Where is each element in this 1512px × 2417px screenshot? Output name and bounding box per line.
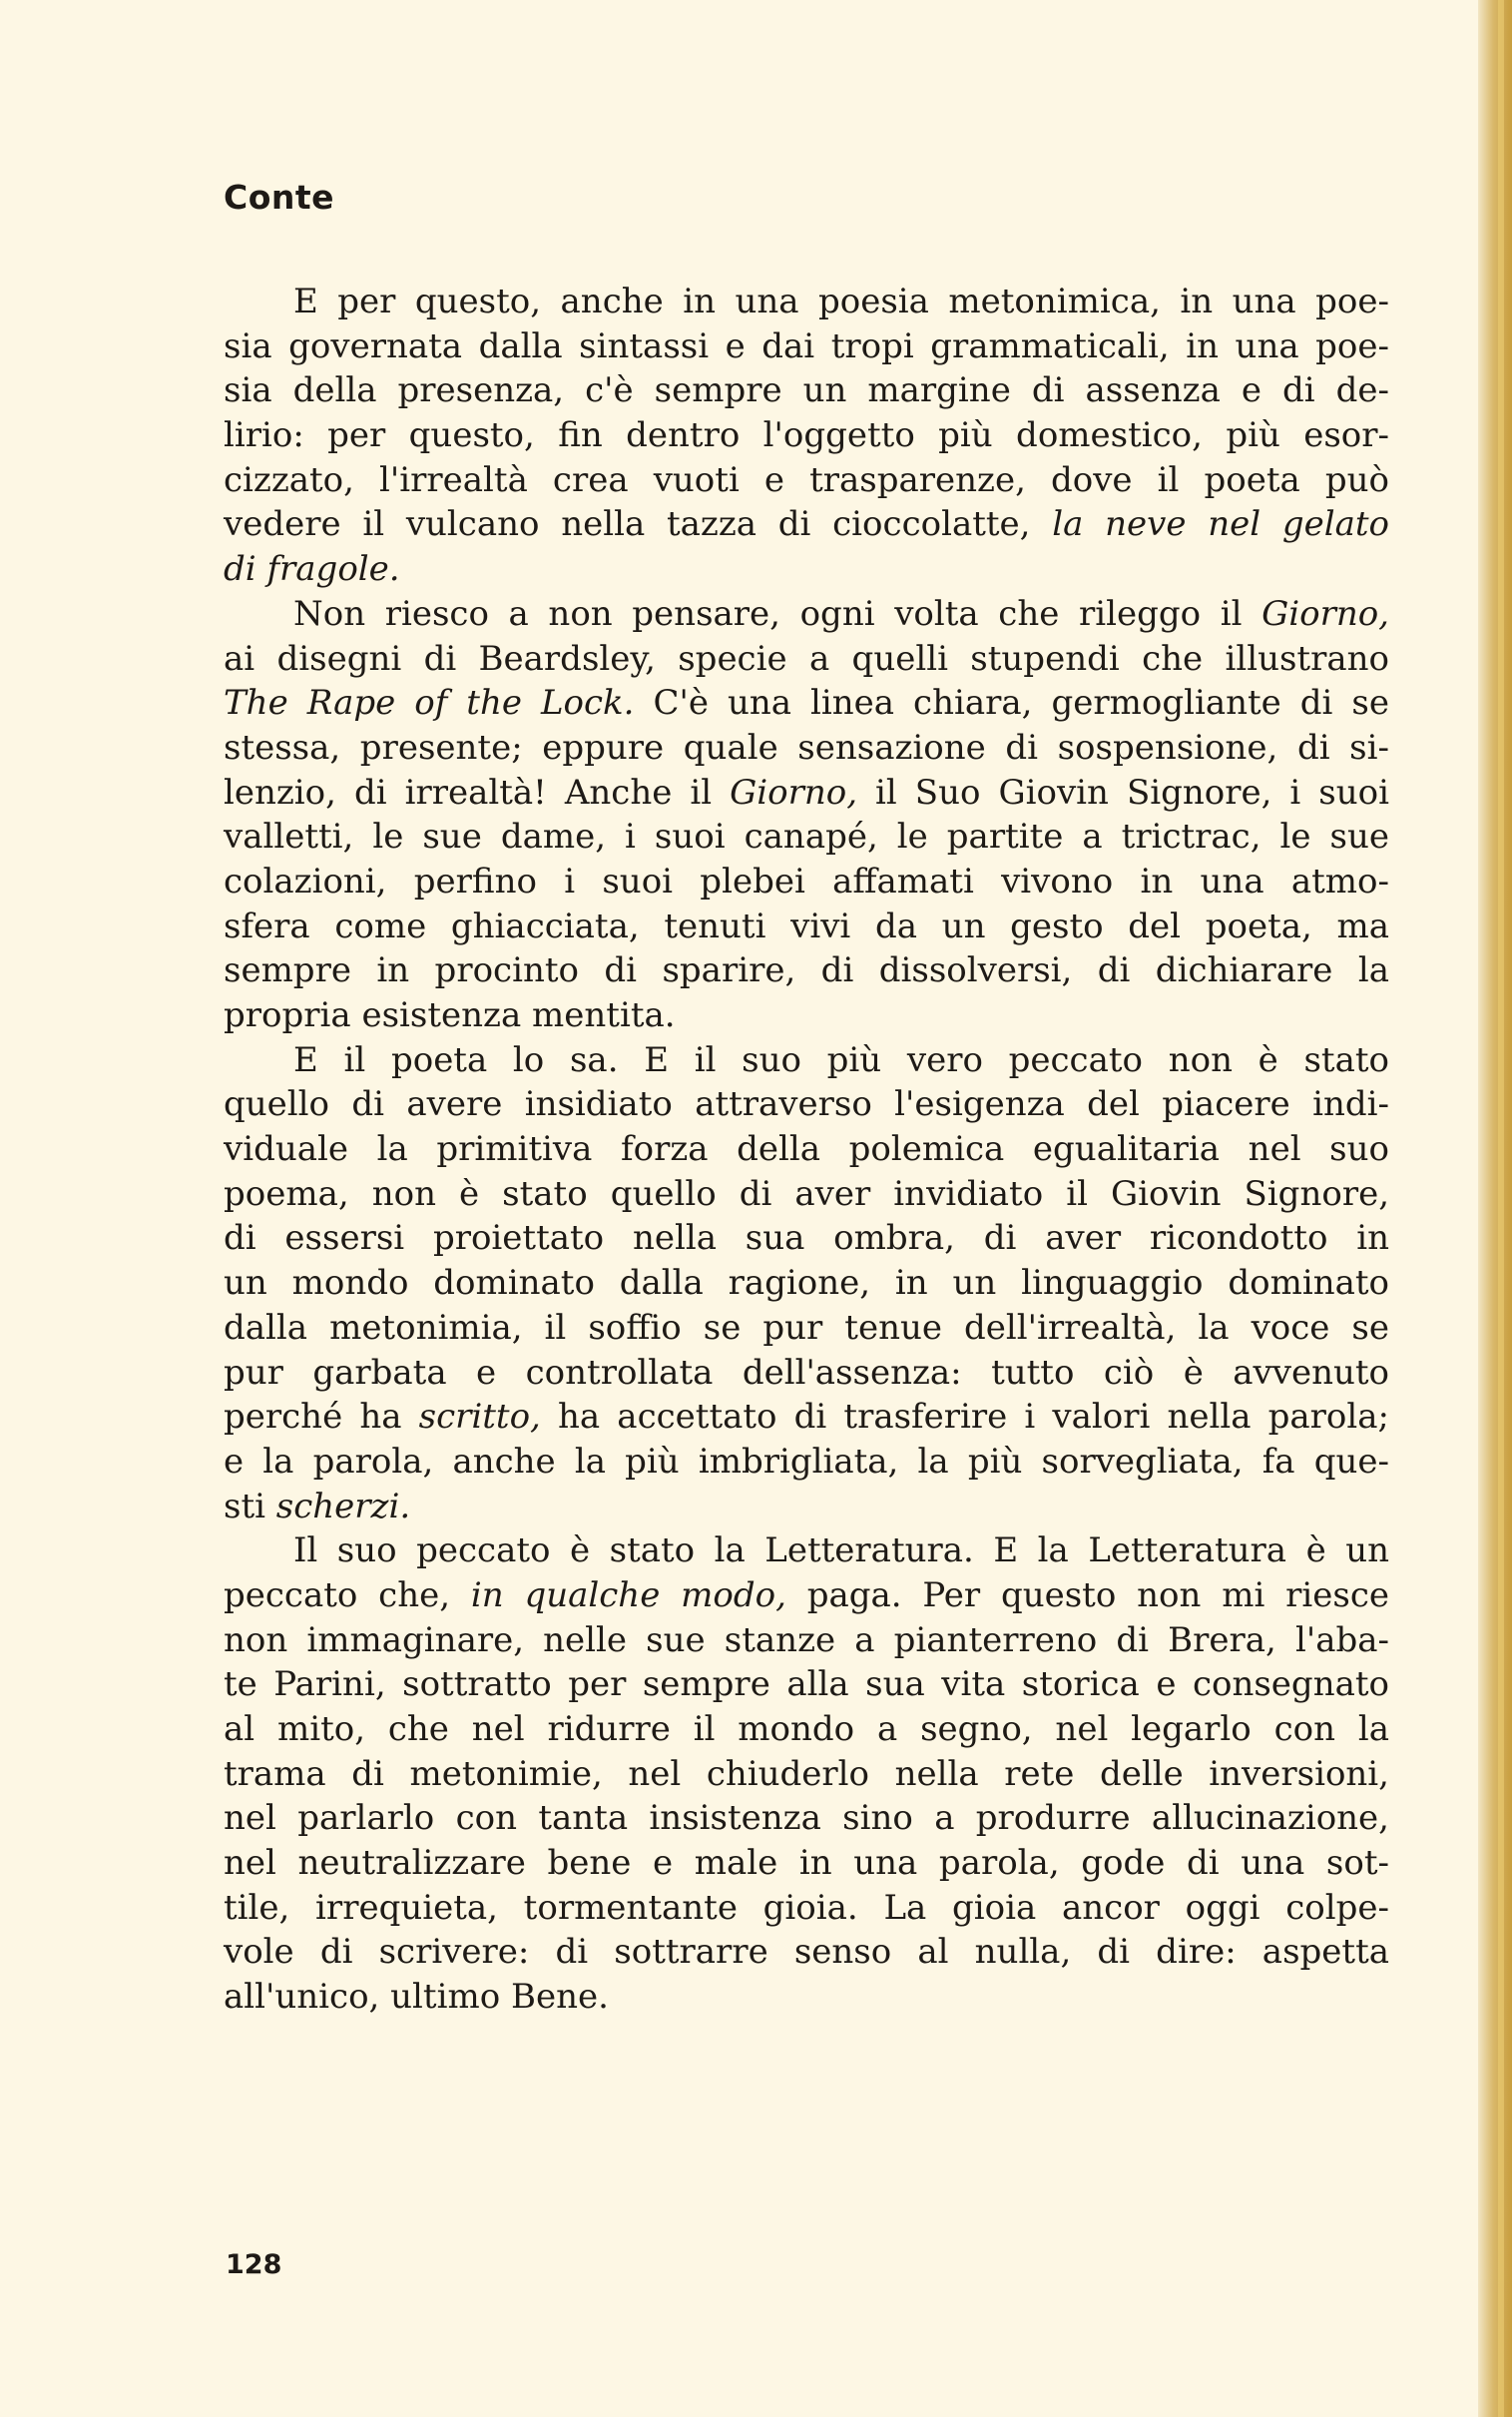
page-edge bbox=[1478, 0, 1512, 2417]
text-line: valletti, le sue dame, i suoi canapé, le partite a trictrac, le sue bbox=[224, 817, 1389, 858]
text-line: viduale la primitiva forza della polemica egualitaria nel suo bbox=[224, 1129, 1389, 1170]
text-line: di essersi proiettato nella sua ombra, di aver ricondotto in bbox=[224, 1218, 1389, 1259]
text-line: te Parini, sottratto per sempre alla sua vita storica e consegnato bbox=[224, 1664, 1389, 1705]
text-line: Il suo peccato è stato la Letteratura. E la Letteratura è un bbox=[293, 1530, 1389, 1571]
text-line: e la parola, anche la più imbrigliata, la più sorvegliata, fa que- bbox=[224, 1441, 1389, 1482]
text-line: pur garbata e controllata dell'assenza: tutto ciò è avvenuto bbox=[224, 1352, 1389, 1393]
text-line: poema, non è stato quello di aver invidiato il Giovin Signore, bbox=[224, 1173, 1389, 1214]
text-line: E il poeta lo sa. E il suo più vero peccato non è stato bbox=[293, 1039, 1389, 1080]
text-line: colazioni, perfino i suoi plebei affamati vivono in una atmo- bbox=[224, 861, 1389, 902]
text-line: un mondo dominato dalla ragione, in un linguaggio dominato bbox=[224, 1263, 1389, 1304]
text-line: sti scherzi. bbox=[224, 1486, 411, 1526]
text-line: al mito, che nel ridurre il mondo a segno, nel legarlo con la bbox=[224, 1709, 1389, 1749]
text-line: non immaginare, nelle sue stanze a pianterreno di Brera, l'aba- bbox=[224, 1619, 1389, 1660]
text-line: ai disegni di Beardsley, specie a quelli stupendi che illustrano bbox=[224, 638, 1389, 679]
text-line: tile, irrequieta, tormentante gioia. La gioia ancor oggi colpe- bbox=[224, 1887, 1389, 1928]
text-line: all'unico, ultimo Bene. bbox=[224, 1977, 609, 2018]
text-line: di fragole. bbox=[224, 549, 400, 590]
text-line: vedere il vulcano nella tazza di cioccolatte, la neve nel gelato bbox=[224, 504, 1389, 545]
text-line: lenzio, di irrealtà! Anche il Giorno, il Suo Giovin Signore, i suoi bbox=[224, 772, 1389, 813]
body-text bbox=[224, 280, 1389, 2020]
text-line: vole di scrivere: di sottrarre senso al nulla, di dire: aspetta bbox=[224, 1932, 1389, 1973]
text-line: dalla metonimia, il soffio se pur tenue dell'irrealtà, la voce se bbox=[224, 1307, 1389, 1348]
text-line: perché ha scritto, ha accettato di trasferire i valori nella parola; bbox=[224, 1397, 1390, 1438]
text-line: sfera come ghiacciata, tenuti vivi da un gesto del poeta, ma bbox=[224, 906, 1389, 946]
text-line: propria esistenza mentita. bbox=[224, 995, 676, 1035]
text-line: E per questo, anche in una poesia metonimica, in una poe- bbox=[293, 282, 1389, 321]
text-line: sia governata dalla sintassi e dai tropi grammaticali, in una poe- bbox=[224, 325, 1389, 366]
text-line: Non riesco a non pensare, ogni volta che rileggo il Giorno, bbox=[293, 593, 1389, 634]
text-line: sia della presenza, c'è sempre un margine di assenza e di de- bbox=[224, 370, 1389, 411]
text-line: The Rape of the Lock. C'è una linea chiara, germogliante di se bbox=[224, 683, 1389, 724]
text-line: nel parlarlo con tanta insistenza sino a produrre allucinazione, bbox=[224, 1798, 1389, 1839]
text-line: quello di avere insidiato attraverso l'esigenza del piacere indi- bbox=[224, 1084, 1389, 1125]
text-line: cizzato, l'irrealtà crea vuoti e trasparenze, dove il poeta può bbox=[224, 459, 1389, 500]
page-number: 128 bbox=[226, 2249, 282, 2280]
page-edge-highlight bbox=[1498, 0, 1504, 2417]
running-head: Conte bbox=[224, 178, 335, 217]
text-line: lirio: per questo, fin dentro l'oggetto più domestico, più esor- bbox=[224, 415, 1389, 456]
text-line: sempre in procinto di sparire, di dissolversi, di dichiarare la bbox=[224, 950, 1389, 991]
text-line: nel neutralizzare bene e male in una parola, gode di una sot- bbox=[224, 1843, 1389, 1884]
text-line: peccato che, in qualche modo, paga. Per questo non mi riesce bbox=[224, 1574, 1389, 1615]
text-line: trama di metonimie, nel chiuderlo nella rete delle inversioni, bbox=[224, 1753, 1389, 1794]
text-line: stessa, presente; eppure quale sensazione di sospensione, di si- bbox=[224, 727, 1389, 768]
